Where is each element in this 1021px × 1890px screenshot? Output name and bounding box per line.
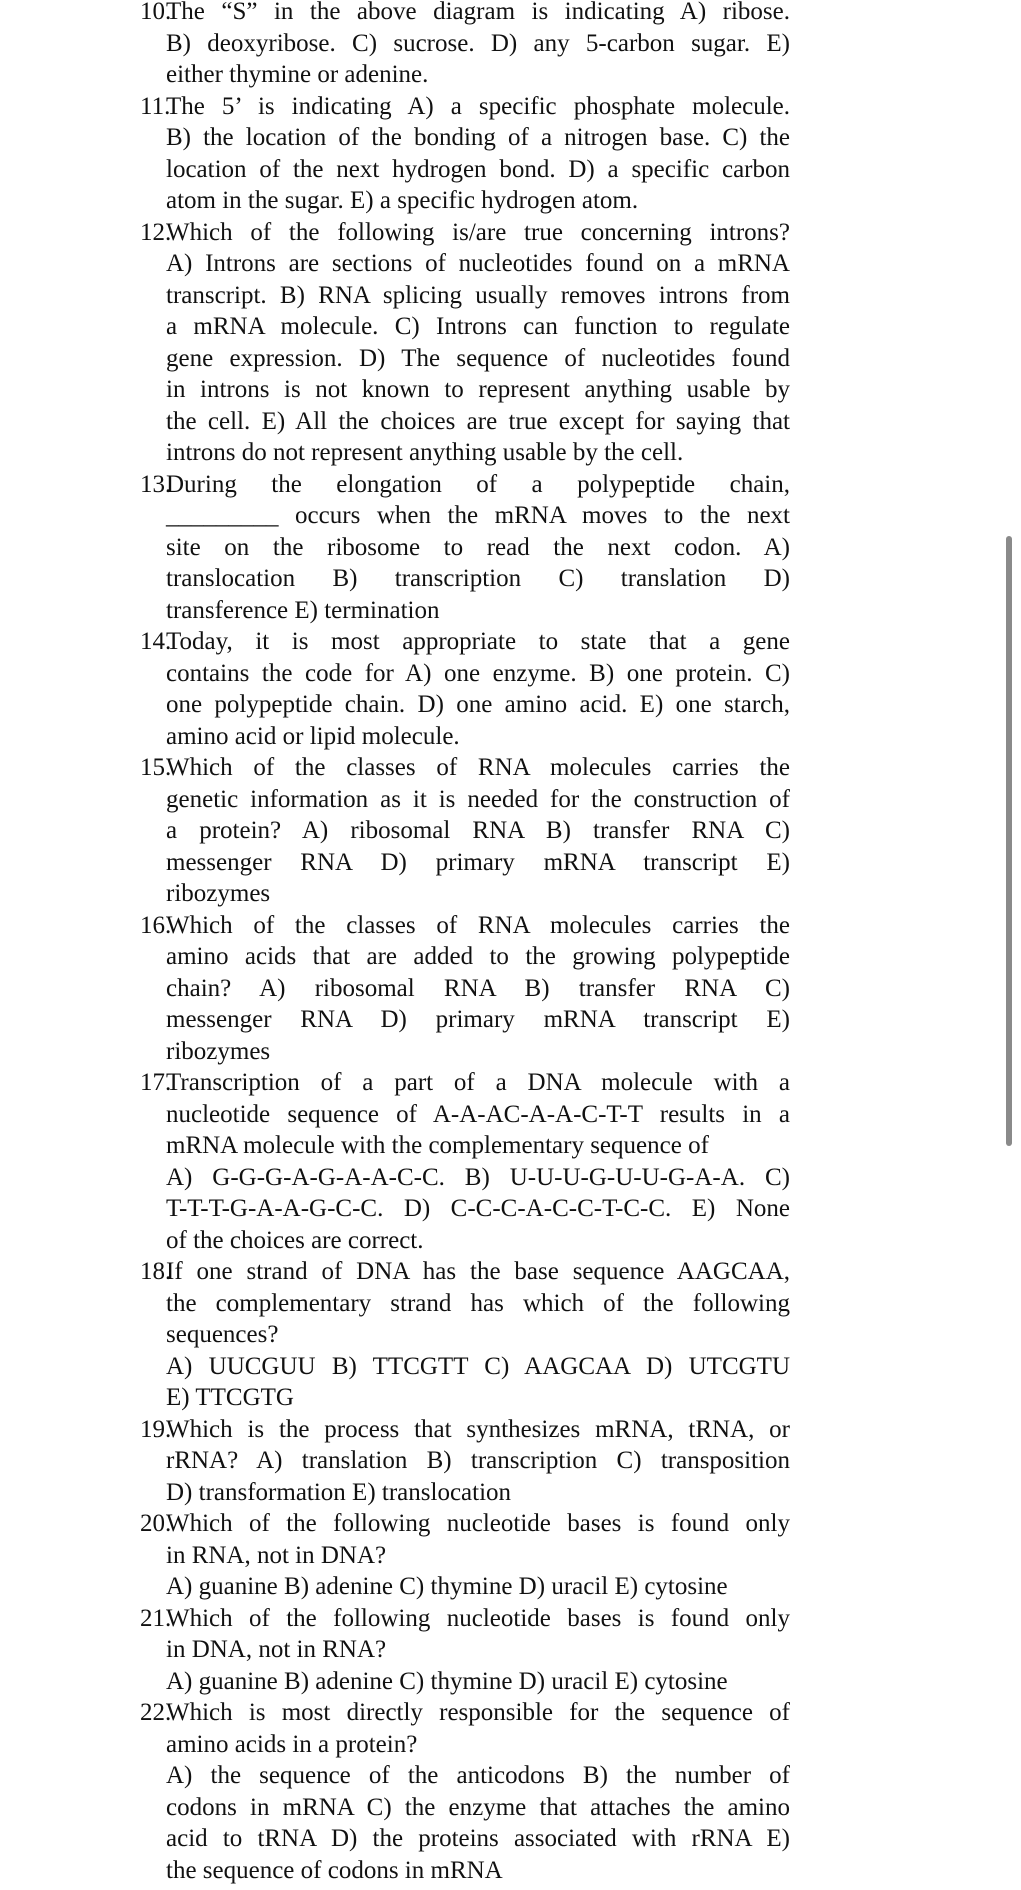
question-line: nucleotide sequence of A-A-AC-A-A-C-T-T results in a [166,1100,790,1128]
question-line: one polypeptide chain. D) one amino acid. E) one starch, [166,691,790,718]
question-20: 20. Which of the following nucleotide bases is found only in RNA, not in DNA? A) guanine B) adenine C) thymine D) uracil E) cytosine [140,1508,790,1603]
question-line: amino acids in a protein? [166,1730,418,1758]
question-line: of the choices are correct. [166,1226,424,1254]
question-line: B) the location of the bonding of a nitrogen base. C) the [166,124,790,151]
question-line: ribozymes [166,880,271,907]
question-line: transcript. B) RNA splicing usually removes introns from [166,281,790,309]
question-15: 15. Which of the classes of RNA molecules carries the genetic information as it is needed for the construction of a protein? A) ribosomal RNA B) transfer RNA C) messenger RNA D) primary mRNA transcript E) ribozymes [140,752,790,910]
question-line: A) guanine B) adenine C) thymine D) uracil E) cytosine [166,1667,728,1695]
question-line: either thymine or adenine. [166,61,429,88]
question-line: The “S” in the above diagram is indicating A) ribose. [166,0,790,25]
question-line: During the elongation of a polypeptide chain, [166,470,790,498]
question-21: 21. Which of the following nucleotide bases is found only in DNA, not in RNA? A) guanine B) adenine C) thymine D) uracil E) cytosine [140,1603,790,1698]
question-line: contains the code for A) one enzyme. B) one protein. C) [166,659,790,687]
vertical-scrollbar[interactable] [1006,536,1012,1146]
question-line: A) G-G-G-A-G-A-A-C-C. B) U-U-U-G-U-U-G-A-A. C) [166,1163,790,1191]
question-line: Which of the classes of RNA molecules carries the [166,911,790,939]
question-line: ribozymes [166,1037,271,1065]
question-list [140,0,790,1886]
question-line: atom in the sugar. E) a specific hydrogen atom. [166,187,639,214]
question-line: Which of the following nucleotide bases is found only [166,1604,790,1632]
question-line: chain? A) ribosomal RNA B) transfer RNA C) [166,974,790,1002]
question-line: sequences? [166,1321,279,1348]
question-line: codons in mRNA C) the enzyme that attaches the amino [166,1793,790,1821]
question-11: 11. The 5’ is indicating A) a specific phosphate molecule. B) the location of the bonding of a nitrogen base. C) the location of the next hydrogen bond. D) a specific carbon atom in the sugar. E) a specific hydrogen atom. [140,91,790,217]
question-line: a protein? A) ribosomal RNA B) transfer RNA C) [166,817,790,844]
question-line: A) Introns are sections of nucleotides found on a mRNA [166,250,790,277]
question-line: translocation B) transcription C) translation D) [166,565,790,592]
question-line: Which of the following is/are true concerning introns? [166,218,790,246]
question-line: mRNA molecule with the complementary sequence of [166,1132,709,1159]
question-line: in DNA, not in RNA? [166,1636,387,1663]
question-line: amino acid or lipid molecule. [166,722,460,750]
question-line: Which is the process that synthesizes mRNA, tRNA, or [166,1415,790,1443]
question-line: Transcription of a part of a DNA molecule with a [166,1069,790,1096]
question-line: the complementary strand has which of the following [166,1289,790,1317]
question-12: 12. Which of the following is/are true concerning introns? A) Introns are sections of nucleotides found on a mRNA transcript. B) RNA splicing usually removes introns from a mRNA molecule. C) Introns can function to regulate gene expression. D) The sequence of nucleotides found in introns is not known to represent anything usable by the cell. E) All the choices are true except for saying that introns do not represent anything usable by the cell. [140,217,790,469]
question-line: Which is most directly responsible for the sequence of [166,1699,790,1726]
question-line: A) guanine B) adenine C) thymine D) uracil E) cytosine [166,1573,728,1600]
question-line: the cell. E) All the choices are true except for saying that [166,407,790,435]
question-13: 13. During the elongation of a polypeptide chain, _________ occurs when the mRNA moves to the next site on the ribosome to read the next codon. A) translocation B) transcription C) translation D) transference E) termination [140,469,790,627]
question-line: genetic information as it is needed for the construction of [166,785,790,813]
question-line: location of the next hydrogen bond. D) a specific carbon [166,155,790,183]
question-22: 22. Which is most directly responsible for the sequence of amino acids in a protein? A) the sequence of the anticodons B) the number of codons in mRNA C) the enzyme that attaches the amino acid to tRNA D) the proteins associated with rRNA E) the sequence of codons in mRNA [140,1697,790,1886]
question-line: messenger RNA D) primary mRNA transcript E) [166,1006,790,1033]
question-16: 16. Which of the classes of RNA molecules carries the amino acids that are added to the growing polypeptide chain? A) ribosomal RNA B) transfer RNA C) messenger RNA D) primary mRNA transcript E) ribozymes [140,910,790,1068]
question-line: gene expression. D) The sequence of nucleotides found [166,344,790,372]
question-line: D) transformation E) translocation [166,1478,512,1506]
question-18: 18. If one strand of DNA has the base sequence AAGCAA, the complementary strand has which of the following sequences? A) UUCGUU B) TTCGTT C) AAGCAA D) UTCGTU E) TTCGTG [140,1256,790,1414]
question-line: in RNA, not in DNA? [166,1541,387,1569]
question-19: 19. Which is the process that synthesizes mRNA, tRNA, or rRNA? A) translation B) transcription C) transposition D) transformation E) translocation [140,1414,790,1509]
question-line: a mRNA molecule. C) Introns can function to regulate [166,313,790,340]
question-line: site on the ribosome to read the next codon. A) [166,533,790,561]
question-line: Which of the following nucleotide bases is found only [166,1510,790,1537]
question-line: A) the sequence of the anticodons B) the number of [166,1762,790,1789]
question-line: rRNA? A) translation B) transcription C) transposition [166,1447,790,1474]
question-line: T-T-T-G-A-A-G-C-C. D) C-C-C-A-C-C-T-C-C. E) None [166,1195,790,1222]
question-line: Which of the classes of RNA molecules carries the [166,754,790,781]
question-line: B) deoxyribose. C) sucrose. D) any 5-carbon sugar. E) [166,29,790,57]
question-line: introns do not represent anything usable by the cell. [166,439,684,466]
question-line: Today, it is most appropriate to state that a gene [166,628,790,655]
question-line: messenger RNA D) primary mRNA transcript E) [166,848,790,876]
question-line: _________ occurs when the mRNA moves to the next [166,502,790,529]
question-line: in introns is not known to represent anything usable by [166,376,790,403]
question-line: acid to tRNA D) the proteins associated with rRNA E) [166,1825,790,1852]
question-line: transference E) termination [166,596,440,624]
question-line: The 5’ is indicating A) a specific phosphate molecule. [166,92,790,120]
question-17: 17. Transcription of a part of a DNA molecule with a nucleotide sequence of A-A-AC-A-A-C-T-T results in a mRNA molecule with the complementary sequence of A) G-G-G-A-G-A-A-C-C. B) U-U-U-G-U-U-G-A-A. C) T-T-T-G-A-A-G-C-C. D) C-C-C-A-C-C-T-C-C. E) None of the choices are correct. [140,1067,790,1256]
question-line: If one strand of DNA has the base sequence AAGCAA, [166,1258,790,1285]
question-line: E) TTCGTG [166,1384,294,1411]
question-line: amino acids that are added to the growing polypeptide [166,943,790,970]
question-line: A) UUCGUU B) TTCGTT C) AAGCAA D) UTCGTU [166,1352,790,1380]
question-line: the sequence of codons in mRNA [166,1856,503,1884]
question-10: 10. The “S” in the above diagram is indicating A) ribose. B) deoxyribose. C) sucrose. D) any 5-carbon sugar. E) either thymine or adenine. [140,0,790,91]
question-14: 14. Today, it is most appropriate to state that a gene contains the code for A) one enzyme. B) one protein. C) one polypeptide chain. D) one amino acid. E) one starch, amino acid or lipid molecule. [140,626,790,752]
